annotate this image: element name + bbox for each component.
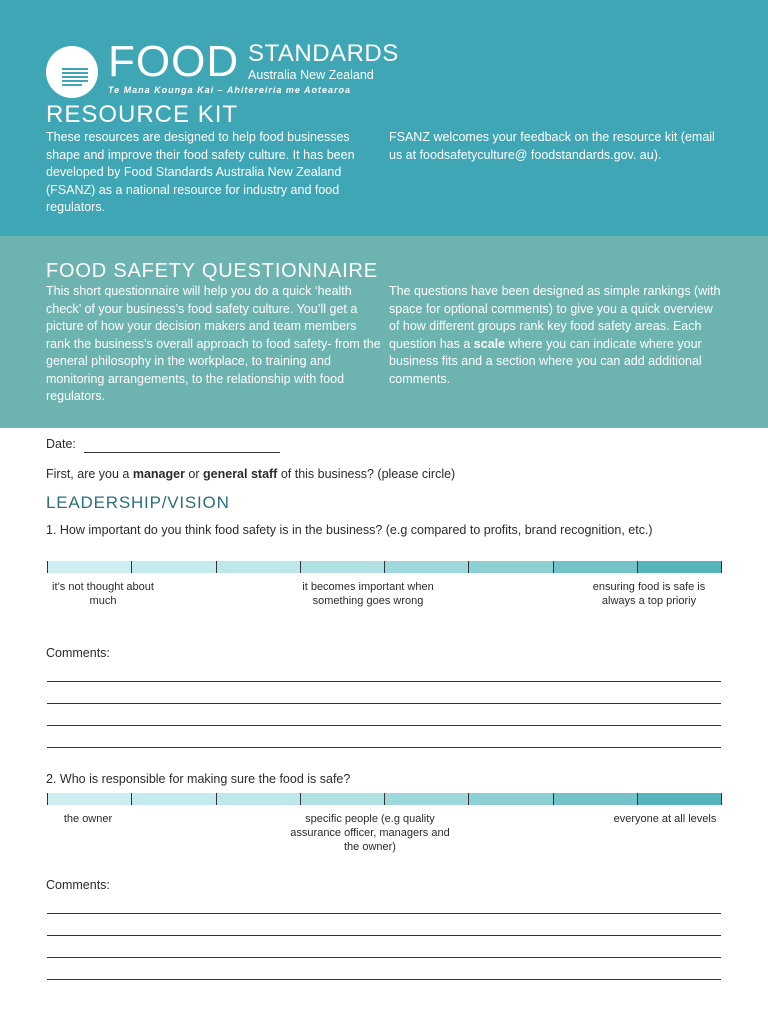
scale-segment[interactable] [301,561,385,573]
resource-kit-title: RESOURCE KIT [46,101,239,128]
question-2-comment-line[interactable] [47,957,721,958]
question-2-scale[interactable] [47,793,722,805]
intro-right-text: FSANZ welcomes your feedback on the resource kit (email us at foodsafetyculture@ foodstandards.gov. au). [389,130,715,162]
role-option-general-staff[interactable]: general staff [203,467,278,481]
role-question: First, are you a manager or general staff of this business? (please circle) [46,467,456,481]
question-1-comment-line[interactable] [47,703,721,704]
scale-segment[interactable] [638,561,722,573]
questionnaire-left-text: This short questionnaire will help you do a quick ‘health check’ of your business’s food safety culture. You’ll get a picture of how your decision makers and team members rank the business’s overall approach to food safety- from the general philosophy in the workplace, to training and monitoring arrangements, to the relationship with food regulators. [46,284,381,403]
scale-segment[interactable] [132,793,216,805]
scale-segment[interactable] [469,793,553,805]
fsanz-logo [46,37,406,98]
questionnaire-right-text: The questions have been designed as simple rankings (with space for optional comments) to give you a quick overview of how different groups rank key food safety areas. Each question has a scale where you can indicate where your business fits and a section where you can add additional comments. [389,284,721,386]
scale-segment[interactable] [48,561,132,573]
scale-segment[interactable] [217,793,301,805]
question-2-comment-line[interactable] [47,913,721,914]
scale-segment[interactable] [217,561,301,573]
question-2-text: 2. Who is responsible for making sure the food is safe? [46,772,351,786]
logo-word-food: FOOD [108,37,240,86]
logo-emblem-icon [46,46,98,98]
questionnaire-title: FOOD SAFETY QUESTIONNAIRE [46,260,378,282]
scale-segment[interactable] [385,561,469,573]
question-1-text: 1. How important do you think food safety is in the business? (e.g compared to profits, brand recognition, etc.) [46,523,653,537]
question-1-comments-label: Comments: [46,646,110,660]
section-title-leadership: LEADERSHIP/VISION [46,493,230,512]
question-2-anchor-low: the owner [63,813,113,825]
scale-segment[interactable] [301,793,385,805]
date-label: Date: [46,437,76,451]
scale-segment[interactable] [638,793,722,805]
question-1-anchor-high: ensuring food is safe is always a top prioriy [592,581,706,607]
scale-segment[interactable] [469,561,553,573]
question-1-anchor-mid: it becomes important when something goes wrong [302,581,434,607]
question-2-comment-line[interactable] [47,935,721,936]
question-2-comment-line[interactable] [47,979,721,980]
scale-segment[interactable] [132,561,216,573]
question-1-comment-line[interactable] [47,681,721,682]
scale-segment[interactable] [554,793,638,805]
scale-segment[interactable] [554,561,638,573]
logo-maori-tagline: Te Mana Kounga Kai – Ahitereiria me Aotearoa [108,85,352,95]
header-band [0,0,768,236]
question-1-scale[interactable] [47,561,722,573]
question-1-anchor-low: it’s not thought about much [52,581,154,607]
scale-segment[interactable] [48,793,132,805]
question-2-comments-label: Comments: [46,878,110,892]
scale-segment[interactable] [385,793,469,805]
intro-left-text: These resources are designed to help food businesses shape and improve their food safety culture. It has been developed by Food Standards Australia New Zealand (FSANZ) as a national resource for industry and food regulators. [46,130,355,214]
logo-word-standards: STANDARDS [248,40,399,67]
role-option-manager[interactable]: manager [132,467,185,481]
question-1-comment-line[interactable] [47,725,721,726]
date-input-line[interactable] [84,452,280,453]
logo-region: Australia New Zealand [248,68,374,82]
question-2-anchor-mid: specific people (e.g quality assurance officer, managers and the owner) [290,813,450,853]
question-1-comment-line[interactable] [47,747,721,748]
question-2-anchor-high: everyone at all levels [613,813,717,825]
